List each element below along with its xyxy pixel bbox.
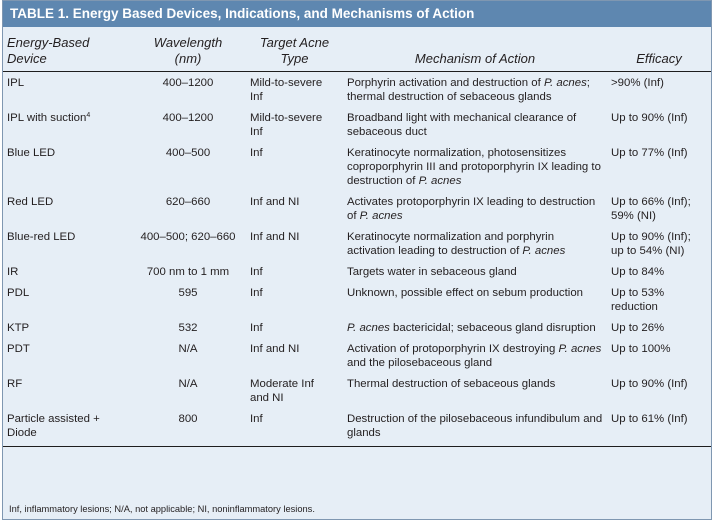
table-row bbox=[3, 226, 711, 261]
device-table bbox=[3, 35, 711, 447]
cell-mechanism: Unknown, possible effect on sebum production bbox=[347, 287, 583, 299]
cell-device: RF bbox=[7, 378, 23, 390]
table-row bbox=[3, 142, 711, 191]
cell-efficacy: Up to 53% reduction bbox=[611, 287, 665, 313]
cell-wavelength: 532 bbox=[178, 322, 198, 334]
header-efficacy: Efficacy bbox=[607, 35, 711, 72]
table-title: TABLE 1. Energy Based Devices, Indications, and Mechanisms of Action bbox=[3, 1, 711, 27]
cell-wavelength: 400–500 bbox=[165, 147, 211, 159]
cell-efficacy: Up to 90% (Inf) bbox=[611, 112, 688, 124]
cell-mechanism: Thermal destruction of sebaceous glands bbox=[347, 378, 556, 390]
header-row bbox=[3, 35, 711, 72]
cell-target-acne-type: Inf and NI bbox=[250, 231, 300, 243]
cell-device: PDL bbox=[7, 287, 30, 299]
cell-mechanism: Keratinocyte normalization and porphyrin activation leading to destruction of P. acnes bbox=[347, 231, 566, 257]
table-row bbox=[3, 261, 711, 282]
cell-target-acne-type: Inf bbox=[246, 408, 343, 447]
table-row bbox=[3, 282, 711, 317]
cell-target-acne-type: Mild-to-severe Inf bbox=[250, 112, 323, 138]
cell-mechanism: P. acnes bactericidal; sebaceous gland disruption bbox=[347, 322, 596, 334]
cell-wavelength: 400–500; 620–660 bbox=[140, 231, 236, 243]
table-row bbox=[3, 317, 711, 338]
header-wavelength: Wavelength (nm) bbox=[130, 35, 246, 72]
cell-device: IPL bbox=[7, 77, 25, 89]
cell-efficacy: Up to 66% (Inf); 59% (NI) bbox=[611, 196, 691, 222]
cell-device: IPL with suction$^4$ bbox=[7, 112, 91, 124]
cell-target-acne-type: Moderate Inf and NI bbox=[250, 378, 314, 404]
cell-wavelength: N/A bbox=[178, 378, 198, 390]
table-row bbox=[3, 408, 711, 447]
table-body bbox=[3, 72, 711, 447]
cell-device: Blue LED bbox=[7, 147, 56, 159]
reference-superscript: 4 bbox=[86, 112, 91, 119]
cell-efficacy: Up to 90% (Inf) bbox=[611, 378, 688, 390]
cell-efficacy: Up to 77% (Inf) bbox=[611, 147, 688, 159]
cell-efficacy: Up to 84% bbox=[611, 266, 665, 278]
table-row bbox=[3, 373, 711, 408]
cell-target-acne-type: Inf bbox=[250, 147, 263, 159]
cell-wavelength: 620–660 bbox=[165, 196, 211, 208]
cell-wavelength: 400–1200 bbox=[162, 112, 214, 124]
cell-mechanism: Activates protoporphyrin IX leading to destruction of P. acnes bbox=[347, 196, 596, 222]
table-row bbox=[3, 72, 711, 108]
cell-target-acne-type: Mild-to-severe Inf bbox=[250, 77, 323, 103]
cell-device: Red LED bbox=[7, 196, 54, 208]
table-row bbox=[3, 107, 711, 142]
cell-wavelength: 700 nm to 1 mm bbox=[146, 266, 230, 278]
table-footnote: Inf, inflammatory lesions; N/A, not applicable; NI, noninflammatory lesions. bbox=[9, 504, 315, 514]
cell-mechanism: Targets water in sebaceous gland bbox=[347, 266, 517, 278]
cell-mechanism: Activation of protoporphyrin IX destroying P. acnes and the pilosebaceous gland bbox=[347, 343, 602, 369]
cell-mechanism: Porphyrin activation and destruction of P. acnes; thermal destruction of sebaceous glands bbox=[347, 77, 590, 103]
cell-efficacy: Up to 26% bbox=[611, 322, 665, 334]
header-target-acne-type: Target Acne Type bbox=[246, 35, 343, 72]
cell-efficacy: Up to 100% bbox=[611, 343, 671, 355]
cell-target-acne-type: Inf bbox=[250, 287, 263, 299]
cell-target-acne-type: Inf and NI bbox=[250, 196, 300, 208]
cell-mechanism: Destruction of the pilosebaceous infundibulum and glands bbox=[343, 408, 607, 447]
cell-device: PDT bbox=[7, 343, 30, 355]
cell-efficacy: >90% (Inf) bbox=[611, 77, 664, 89]
cell-efficacy: Up to 90% (Inf); up to 54% (NI) bbox=[611, 231, 691, 257]
table-row bbox=[3, 191, 711, 226]
cell-wavelength: 595 bbox=[178, 287, 198, 299]
cell-device: Blue-red LED bbox=[7, 231, 76, 243]
table-frame bbox=[2, 0, 712, 520]
cell-target-acne-type: Inf bbox=[250, 322, 263, 334]
header-mechanism: Mechanism of Action bbox=[343, 35, 607, 72]
header-device: Energy-Based Device bbox=[3, 35, 130, 72]
cell-target-acne-type: Inf and NI bbox=[250, 343, 300, 355]
cell-device: KTP bbox=[7, 322, 30, 334]
cell-wavelength: 800 bbox=[130, 408, 246, 447]
cell-mechanism: Broadband light with mechanical clearance of sebaceous duct bbox=[347, 112, 577, 138]
cell-efficacy: Up to 61% (Inf) bbox=[607, 408, 711, 447]
cell-target-acne-type: Inf bbox=[250, 266, 263, 278]
cell-wavelength: 400–1200 bbox=[162, 77, 214, 89]
table-row bbox=[3, 338, 711, 373]
cell-device: Particle assisted + Diode bbox=[3, 408, 130, 447]
cell-mechanism: Keratinocyte normalization, photosensitizes coproporphyrin III and protoporphyrin IX leading to destruction of P. acnes bbox=[347, 147, 601, 187]
cell-device: IR bbox=[7, 266, 19, 278]
cell-wavelength: N/A bbox=[178, 343, 198, 355]
